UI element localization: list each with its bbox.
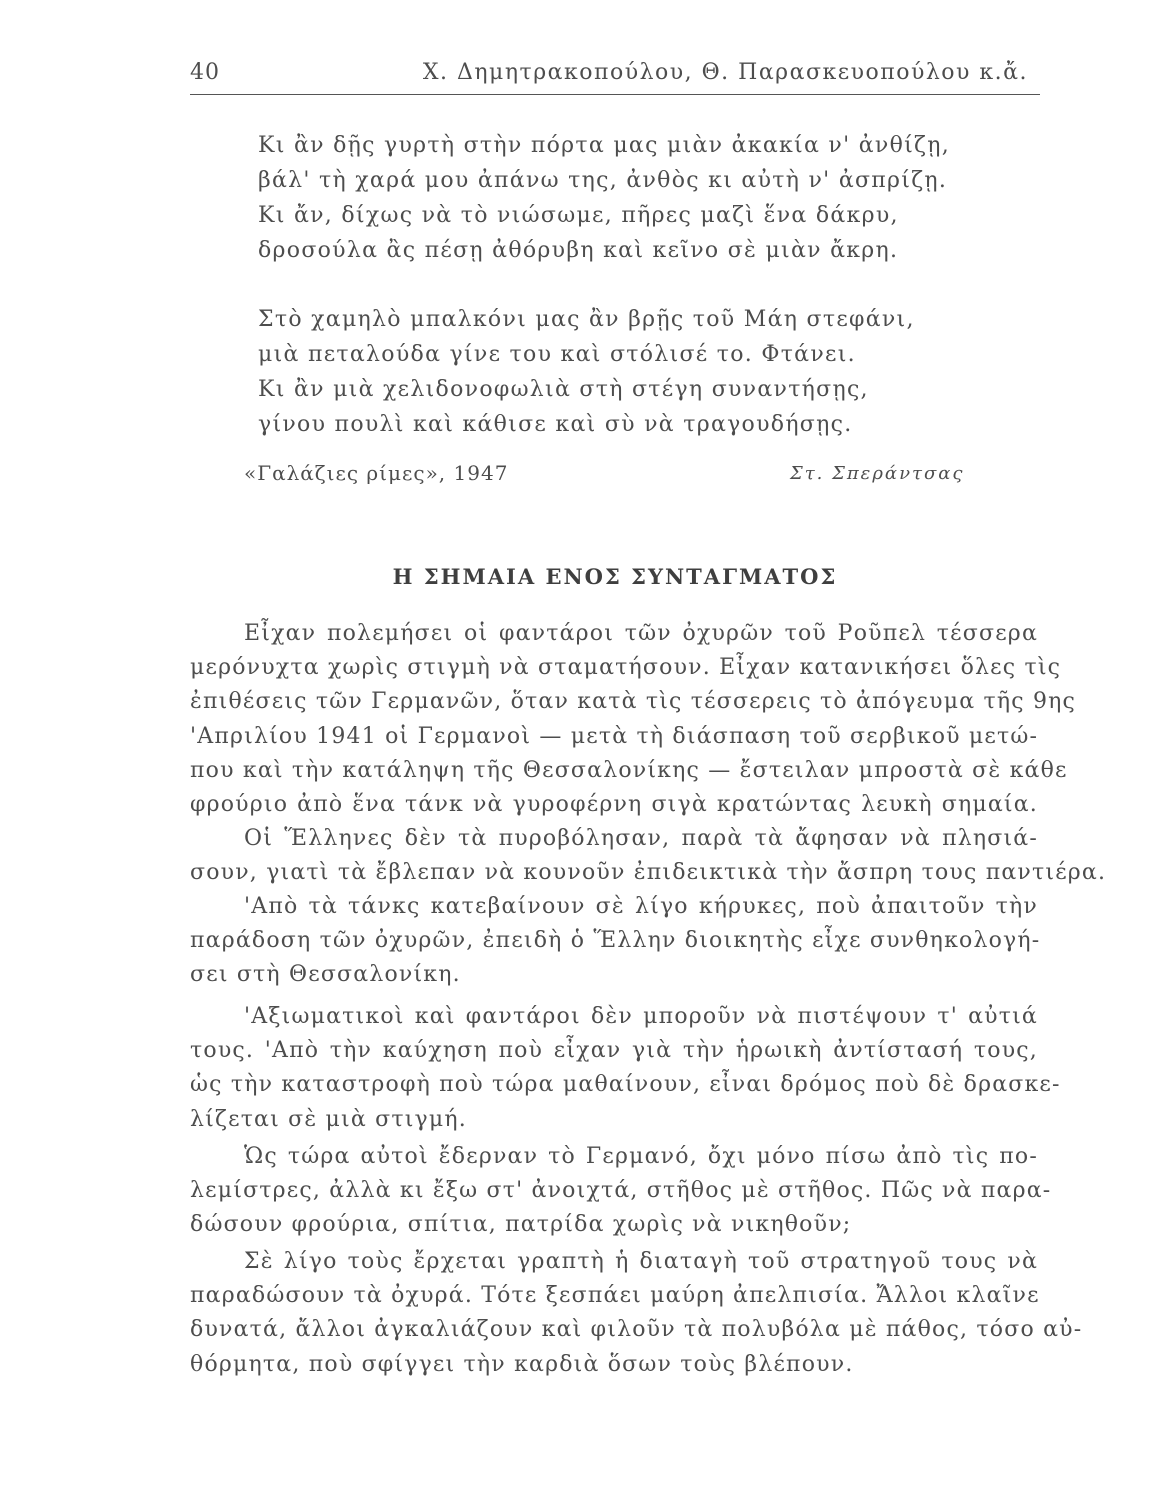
paragraph-6 [190,1245,1083,1382]
poem-source: «Γαλάζιες ρίμες», 1947 [244,461,509,485]
text-line: 'Αξιωματικοὶ καὶ φαντάροι δὲν μποροῦν νὰ πιστέψουν τ' αὐτιά [244,1004,1038,1029]
text-line: ὡς τὴν καταστροφὴ ποὺ τώρα μαθαίνουν, εἶναι δρόμος ποὺ δὲ δρασκε- [190,1072,1061,1098]
paragraph-2 [190,822,1107,890]
text-line: σει στὴ Θεσσαλονίκη. [190,962,461,988]
poem-line: Κι ἄν, δίχως νὰ τὸ νιώσωμε, πῆρες μαζὶ ἕνα δάκρυ, [258,203,899,228]
page-number: 40 [190,60,220,85]
poem-author: Στ. Σπεράντσας [790,463,965,484]
text-line: μερόνυχτα χωρὶς στιγμὴ νὰ σταματήσουν. Εἶχαν κατανικήσει ὅλες τὶς [190,655,1062,681]
paragraph-1 [190,617,1077,822]
page-header [190,60,1040,92]
text-line: 'Απὸ τὰ τάνκς κατεβαίνουν σὲ λίγο κήρυκες, ποὺ ἀπαιτοῦν τὴν [244,894,1038,919]
text-line: που καὶ τὴν κατάληψη τῆς Θεσσαλονίκης — ἔστειλαν μπροστὰ σὲ κάθε [190,757,1068,783]
poem-line: μιὰ πεταλούδα γίνε του καὶ στόλισέ το. Φτάνει. [258,342,856,367]
text-line: θόρμητα, ποὺ σφίγγει τὴν καρδιὰ ὅσων τοὺς βλέπουν. [190,1351,854,1377]
paragraph-5 [190,1140,1052,1243]
text-line: λίζεται σὲ μιὰ στιγμή. [190,1106,467,1132]
section-title: Η ΣΗΜΑΙΑ ΕΝΟΣ ΣΥΝΤΑΓΜΑΤΟΣ [392,564,838,589]
running-head: Χ. Δημητρακοπούλου, Θ. Παρασκευοπούλου κ.ἄ. [422,60,1028,85]
text-line: δυνατά, ἄλλοι ἀγκαλιάζουν καὶ φιλοῦν τὰ πολυβόλα μὲ πάθος, τόσο αὐ- [190,1317,1083,1343]
poem-line: γίνου πουλὶ καὶ κάθισε καὶ σὺ νὰ τραγουδήσῃς. [258,412,853,437]
text-line: λεμίστρες, ἀλλὰ κι ἔξω στ' ἀνοιχτά, στῆθος μὲ στῆθος. Πῶς νὰ παρα- [190,1178,1052,1204]
text-line: ἐπιθέσεις τῶν Γερμανῶν, ὅταν κατὰ τὶς τέσσερεις τὸ ἀπόγευμα τῆς 9ης [190,689,1077,715]
paragraph-4 [190,1000,1061,1137]
text-line: 'Απριλίου 1941 οἱ Γερμανοὶ — μετὰ τὴ διάσπαση τοῦ σερβικοῦ μετώ- [190,723,1039,749]
text-line: Οἱ Ἕλληνες δὲν τὰ πυροβόλησαν, παρὰ τὰ ἄφησαν νὰ πλησιά- [244,826,1038,851]
paragraph-3 [190,890,1041,993]
poem-line: Κι ἂν δῇς γυρτὴ στὴν πόρτα μας μιὰν ἀκακία ν' ἀνθίζῃ, [258,133,951,158]
poem-line: Στὸ χαμηλὸ μπαλκόνι μας ἂν βρῇς τοῦ Μάη στεφάνι, [258,307,915,332]
poem-stanza-2 [258,302,1018,442]
poem-line: δροσούλα ἂς πέσῃ ἀθόρυβη καὶ κεῖνο σὲ μιὰν ἄκρη. [258,238,899,263]
poem-line: βάλ' τὴ χαρά μου ἀπάνω της, ἀνθὸς κι αὐτὴ ν' ἀσπρίζῃ. [258,168,948,193]
poem-stanza-1 [258,128,1018,268]
text-line: σουν, γιατὶ τὰ ἔβλεπαν νὰ κουνοῦν ἐπιδεικτικὰ τὴν ἄσπρη τους παντιέρα. [190,860,1107,886]
text-line: Ὡς τώρα αὐτοὶ ἔδερναν τὸ Γερμανό, ὄχι μόνο πίσω ἀπὸ τὶς πο- [244,1144,1038,1169]
text-line: δώσουν φρούρια, σπίτια, πατρίδα χωρὶς νὰ νικηθοῦν; [190,1212,852,1238]
text-line: παράδοση τῶν ὀχυρῶν, ἐπειδὴ ὁ Ἕλλην διοικητὴς εἶχε συνθηκολογή- [190,928,1041,954]
poem-line: Κι ἂν μιὰ χελιδονοφωλιὰ στὴ στέγη συναντήσῃς, [258,377,869,402]
text-line: Σὲ λίγο τοὺς ἔρχεται γραπτὴ ἡ διαταγὴ τοῦ στρατηγοῦ τους νὰ [244,1249,1038,1274]
text-line: φρούριο ἀπὸ ἕνα τάνκ νὰ γυροφέρνη σιγὰ κρατώντας λευκὴ σημαία. [190,792,1038,818]
header-rule [190,94,1040,95]
text-line: τους. 'Απὸ τὴν καύχηση ποὺ εἶχαν γιὰ τὴν ἡρωικὴ ἀντίστασή τους, [190,1038,1038,1064]
text-line: Εἶχαν πολεμήσει οἱ φαντάροι τῶν ὀχυρῶν τοῦ Ροῦπελ τέσσερα [244,621,1038,646]
text-line: παραδώσουν τὰ ὀχυρά. Τότε ξεσπάει μαύρη ἀπελπισία. Ἄλλοι κλαῖνε [190,1283,1040,1309]
